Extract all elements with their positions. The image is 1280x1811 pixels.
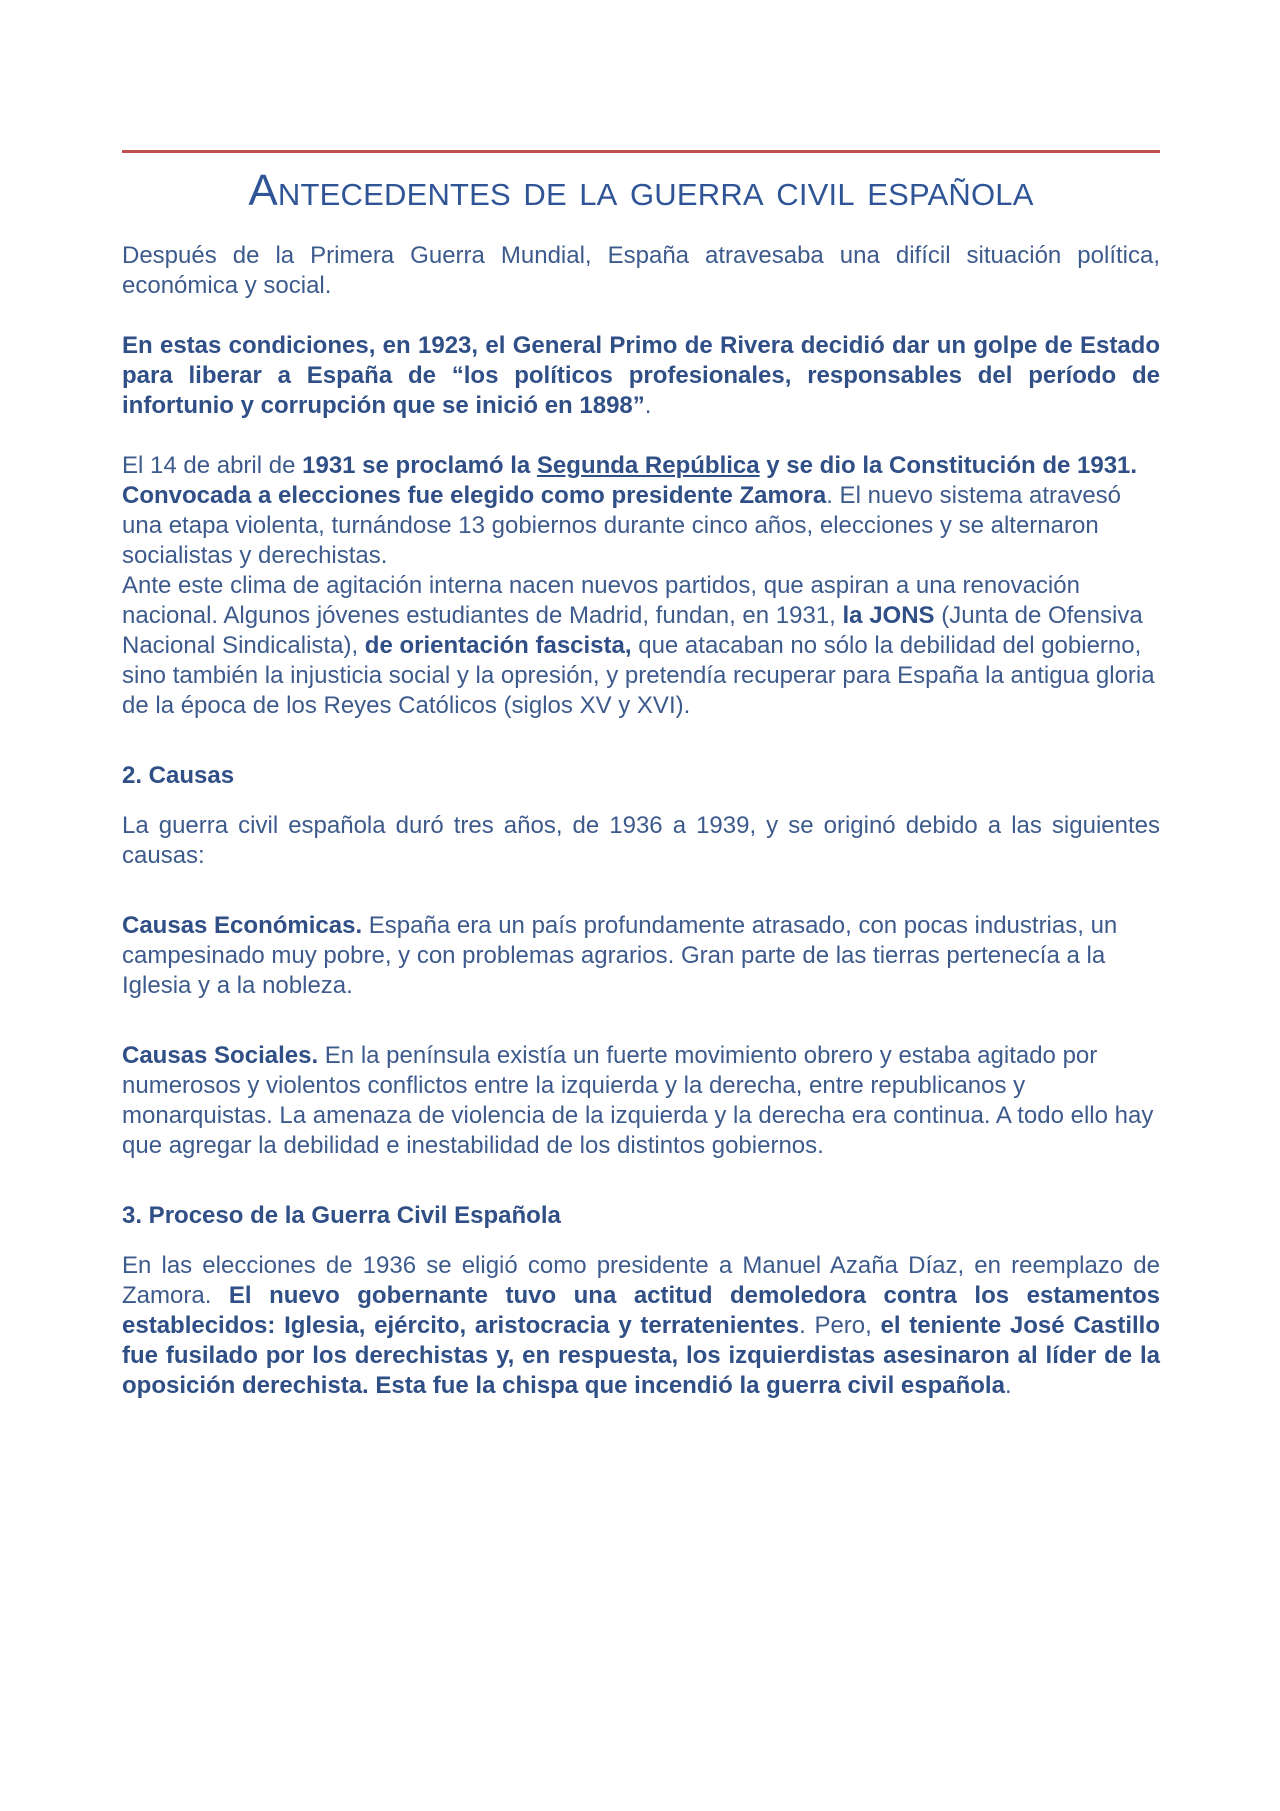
paragraph-causas-intro: La guerra civil española duró tres años, de 1936 a 1939, y se originó debido a las siguientes causas: <box>122 812 1160 870</box>
paragraph-jons: Ante este clima de agitación interna nacen nuevos partidos, que aspiran a una renovación nacional. Algunos jóvenes estudiantes de Madrid, fundan, en 1931, la JONS (Junta de Ofensiva Nacional Sindicalista), de orientación fascista, que atacaban no sólo la debilidad del gobierno, sino también la injusticia social y la opresión, y pretendía recuperar para España la antigua gloria de la época de los Reyes Católicos (siglos XV y XVI). <box>122 572 1155 720</box>
heading-proceso: 3. Proceso de la Guerra Civil Española <box>122 1202 561 1230</box>
paragraph-segunda-republica: El 14 de abril de 1931 se proclamó la Segunda República y se dio la Constitución de 1931. Convocada a elecciones fue elegido como presidente Zamora. El nuevo sistema atravesó una etapa violenta, turnándose 13 gobiernos durante cinco años, elecciones y se alternaron socialistas y derechistas. <box>122 452 1138 570</box>
document-title: Antecedentes de la guerra civil española <box>248 166 1034 215</box>
segunda-republica-link[interactable]: Segunda República <box>536 452 760 480</box>
paragraph-causas-sociales: Causas Sociales. En la península existía un fuerte movimiento obrero y estaba agitado por numerosos y violentos conflictos entre la izquierda y la derecha, entre republicanos y monarquistas. La amenaza de violencia de la izquierda y la derecha era continua. A todo ello hay que agregar la debilidad e inestabilidad de los distintos gobiernos. <box>122 1042 1154 1160</box>
title-rule <box>122 150 1160 153</box>
paragraph-proceso: En las elecciones de 1936 se eligió como presidente a Manuel Azaña Díaz, en reemplazo de Zamora. El nuevo gobernante tuvo una actitud demoledora contra los estamentos establecidos: Iglesia, ejército, aristocracia y terratenientes. Pero, el teniente José Castillo fue fusilado por los derechistas y, en respuesta, los izquierdistas asesinaron al líder de la oposición derechista. Esta fue la chispa que incendió la guerra civil española. <box>122 1252 1161 1400</box>
heading-causas: 2. Causas <box>122 762 235 790</box>
paragraph-causas-economicas: Causas Económicas. España era un país profundamente atrasado, con pocas industrias, un campesinado muy pobre, y con problemas agrarios. Gran parte de las tierras pertenecía a la Iglesia y a la nobleza. <box>122 912 1118 1000</box>
paragraph-intro: Después de la Primera Guerra Mundial, España atravesaba una difícil situación política, económica y social. <box>122 242 1160 300</box>
paragraph-primo-de-rivera: En estas condiciones, en 1923, el General Primo de Rivera decidió dar un golpe de Estado para liberar a España de “los políticos profesionales, responsables del período de infortunio y corrupción que se inició en 1898”. <box>122 332 1160 420</box>
